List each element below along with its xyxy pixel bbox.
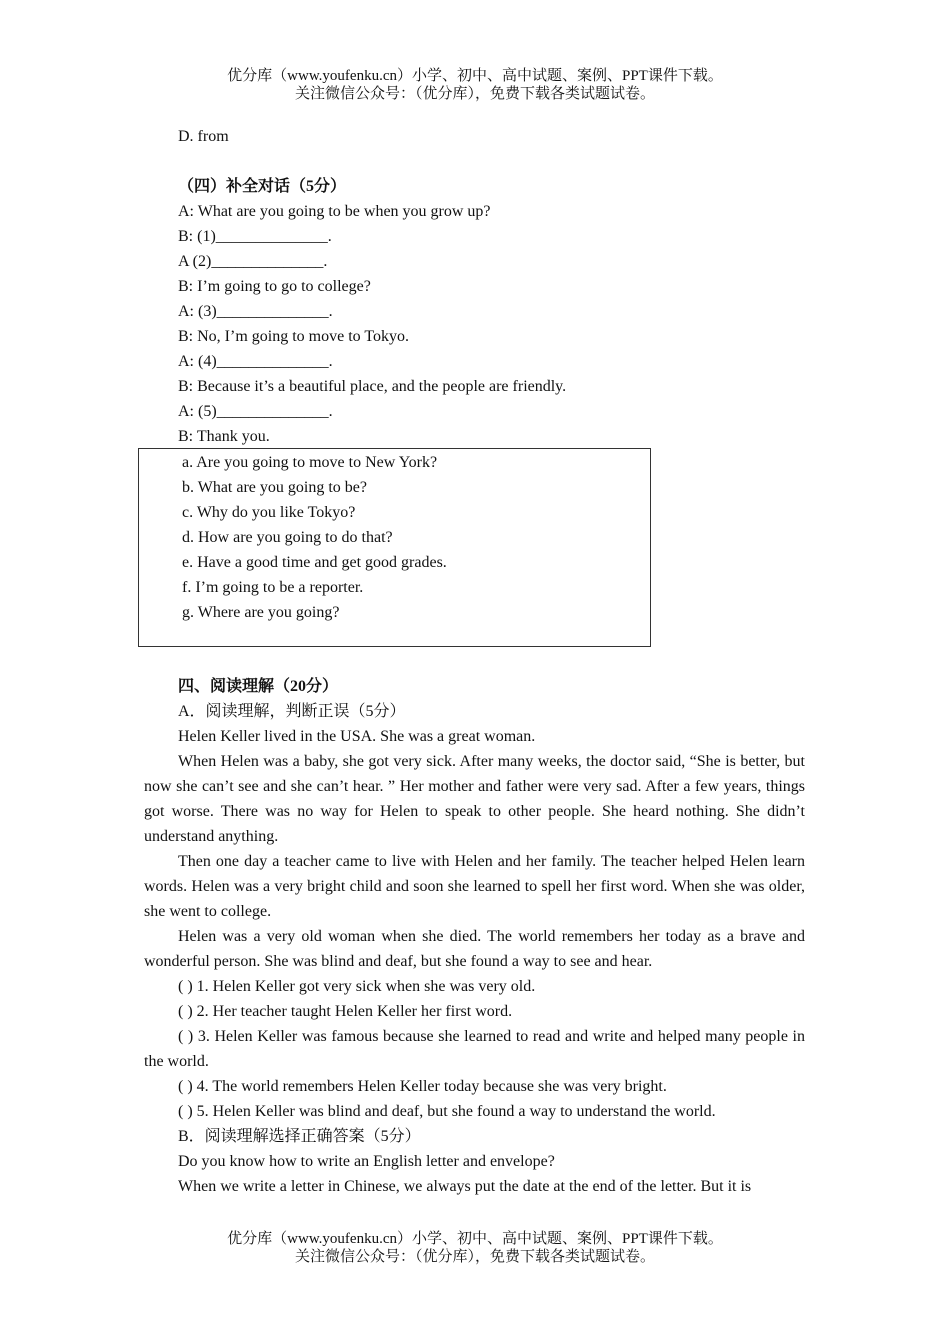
option-item: a. Are you going to move to New York? xyxy=(182,454,438,471)
dialogue-line: B: Thank you. xyxy=(178,428,270,445)
dialogue-line: A: (4)______________. xyxy=(178,353,333,370)
part-a-title: A．阅读理解，判断正误（5分） xyxy=(178,703,406,720)
dialogue-line: B: I’m going to go to college? xyxy=(178,278,371,295)
dialogue-line: B: Because it’s a beautiful place, and the people are friendly. xyxy=(178,378,567,395)
passage-paragraph: When Helen was a baby, she got very sick. After many weeks, the doctor said, “She is better, but now she can’t see and she can’t hear. ” Her mother and father were very sad. After a few years, things got worse. There was no way for Helen to speak to other people. She heard nothing. She didn’t understand anything. xyxy=(144,753,805,845)
option-item: c. Why do you like Tokyo? xyxy=(182,504,356,521)
dialogue-line: A: What are you going to be when you grow up? xyxy=(178,203,491,220)
previous-option: D. from xyxy=(178,128,229,145)
dialogue-line: A: (5)______________. xyxy=(178,403,333,420)
option-item: e. Have a good time and get good grades. xyxy=(182,554,447,571)
question-item: ( ) 5. Helen Keller was blind and deaf, but she found a way to understand the world. xyxy=(178,1103,716,1120)
option-item: b. What are you going to be? xyxy=(182,479,367,496)
dialogue-line: A: (3)______________. xyxy=(178,303,333,320)
dialogue-line: B: (1)______________. xyxy=(178,228,332,245)
header-line-2: 关注微信公众号：（优分库），免费下载各类试题试卷。 xyxy=(294,86,655,102)
page-footer xyxy=(0,1230,950,1266)
reading-title: 四、阅读理解（20分） xyxy=(178,678,339,695)
part-b-paragraph: When we write a letter in Chinese, we always put the date at the end of the letter. But it is xyxy=(178,1178,752,1195)
footer-line-1: 优分库（www.youfenku.cn）小学、初中、高中试题、案例、PPT课件下载。 xyxy=(227,1231,723,1247)
option-item: d. How are you going to do that? xyxy=(182,529,393,546)
passage-paragraph: Helen was a very old woman when she died. The world remembers her today as a brave and wonderful person. She was blind and deaf, but she found a way to see and hear. xyxy=(144,928,805,970)
header-line-1: 优分库（www.youfenku.cn）小学、初中、高中试题、案例、PPT课件下载。 xyxy=(227,68,723,84)
question-item: ( ) 1. Helen Keller got very sick when she was very old. xyxy=(178,978,536,995)
options-box xyxy=(138,448,651,647)
part-b-title: B．阅读理解选择正确答案（5分） xyxy=(178,1128,421,1145)
page-content xyxy=(144,124,805,1199)
part-b-intro: Do you know how to write an English letter and envelope? xyxy=(178,1153,555,1170)
dialogue-title: （四）补全对话（5分） xyxy=(178,178,347,195)
dialogue-line: A (2)______________. xyxy=(178,253,328,270)
passage-intro: Helen Keller lived in the USA. She was a great woman. xyxy=(178,728,536,745)
passage-paragraph: Then one day a teacher came to live with Helen and her family. The teacher helped Helen learn words. Helen was a very bright child and soon she learned to spell her first word. When she was older, she went to college. xyxy=(144,853,805,920)
dialogue-line: B: No, I’m going to move to Tokyo. xyxy=(178,328,410,345)
question-item: ( ) 3. Helen Keller was famous because she learned to read and write and helped many people in the world. xyxy=(144,1028,805,1070)
footer-line-2: 关注微信公众号：（优分库），免费下载各类试题试卷。 xyxy=(294,1249,655,1265)
option-item: g. Where are you going? xyxy=(182,604,340,621)
question-item: ( ) 2. Her teacher taught Helen Keller her first word. xyxy=(178,1003,513,1020)
option-item: f. I’m going to be a reporter. xyxy=(182,579,364,596)
question-item: ( ) 4. The world remembers Helen Keller today because she was very bright. xyxy=(178,1078,667,1095)
page-header xyxy=(0,67,950,103)
